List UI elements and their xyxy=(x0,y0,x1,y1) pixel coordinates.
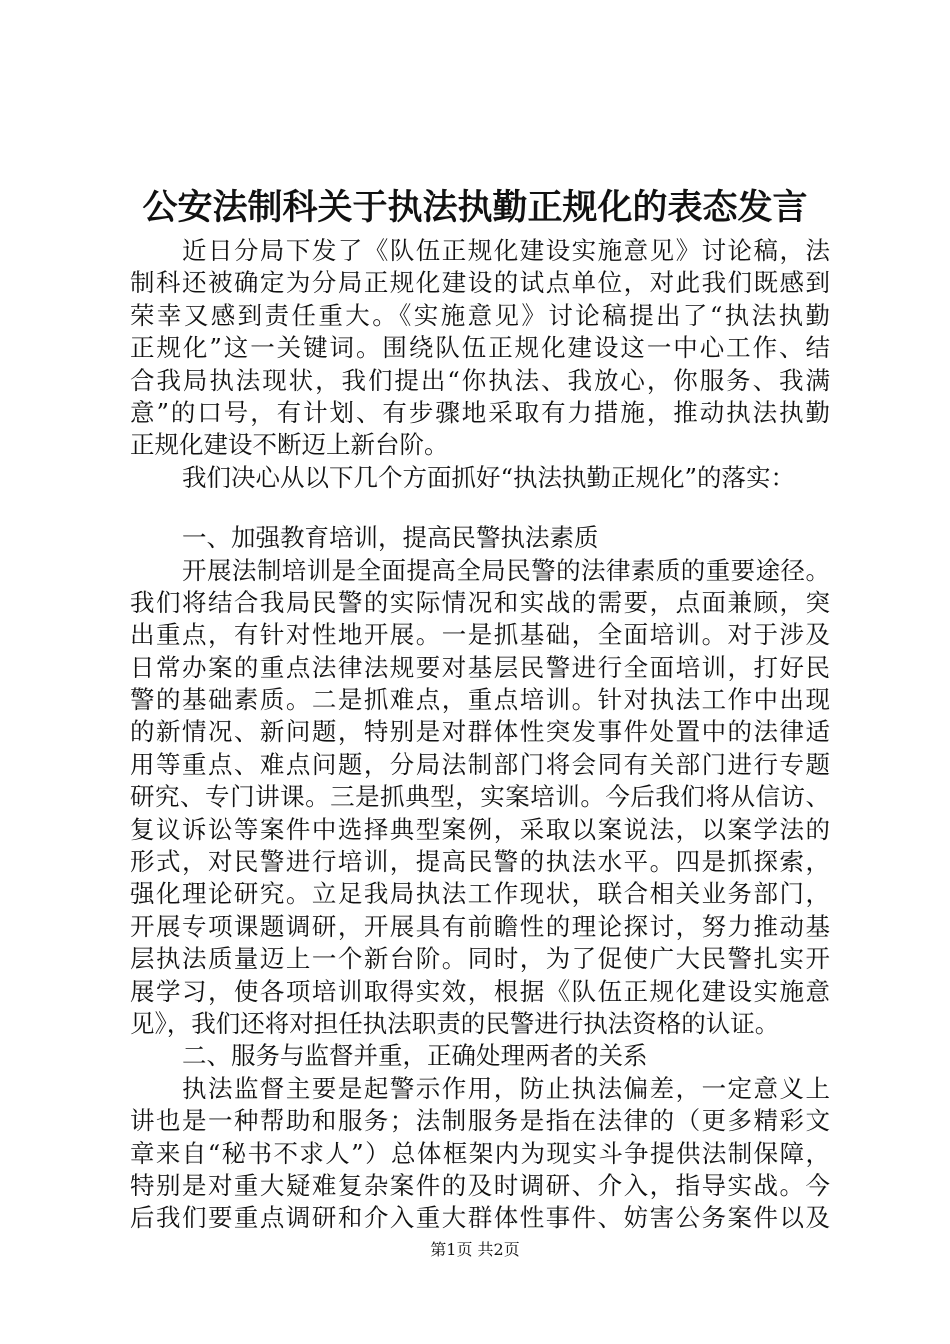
text-line: 后我们要重点调研和介入重大群体性事件、妨害公务案件以及 xyxy=(130,1203,830,1233)
text-line: 荣幸又感到责任重大。《实施意见》讨论稿提出了“执法执勤 xyxy=(130,300,830,330)
text-line: 研究、专门讲课。三是抓典型，实案培训。今后我们将从信访、 xyxy=(130,782,830,812)
text-line: 我们将结合我局民警的实际情况和实战的需要，点面兼顾，突 xyxy=(130,587,830,617)
text-line: 日常办案的重点法律法规要对基层民警进行全面培训，打好民 xyxy=(130,652,830,682)
text-line: 合我局执法现状，我们提出“你执法、我放心，你服务、我满 xyxy=(130,365,830,395)
text-line: 用等重点、难点问题，分局法制部门将会同有关部门进行专题 xyxy=(130,749,830,779)
document-title: 公安法制科关于执法执勤正规化的表态发言 xyxy=(142,187,808,228)
text-line: 讲也是一种帮助和服务；法制服务是指在法律的（更多精彩文 xyxy=(130,1106,830,1136)
text-line: 正规化建设不断迈上新台阶。 xyxy=(130,430,449,460)
text-line: 见》，我们还将对担任执法职责的民警进行执法资格的认证。 xyxy=(130,1008,780,1038)
text-line: 警的基础素质。二是抓难点，重点培训。针对执法工作中出现 xyxy=(130,685,830,715)
text-line: 展学习，使各项培训取得实效，根据《队伍正规化建设实施意 xyxy=(130,976,830,1006)
text-line: 我们决心从以下几个方面抓好“执法执勤正规化”的落实： xyxy=(182,462,796,492)
text-line: 制科还被确定为分局正规化建设的试点单位，对此我们既感到 xyxy=(130,268,830,298)
text-line: 章来自“秘书不求人”）总体框架内为现实斗争提供法制保障， xyxy=(130,1138,830,1168)
text-line: 二、服务与监督并重，正确处理两者的关系 xyxy=(182,1041,648,1071)
text-line: 复议诉讼等案件中选择典型案例，采取以案说法，以案学法的 xyxy=(130,814,830,844)
text-line: 层执法质量迈上一个新台阶。同时，为了促使广大民警扎实开 xyxy=(130,944,830,974)
text-line: 开展法制培训是全面提高全局民警的法律素质的重要途径。 xyxy=(182,555,830,585)
text-line: 近日分局下发了《队伍正规化建设实施意见》讨论稿，法 xyxy=(182,236,830,265)
text-line: 一、加强教育培训，提高民警执法素质 xyxy=(182,523,599,553)
text-line: 形式，对民警进行培训，提高民警的执法水平。四是抓探索， xyxy=(130,847,830,877)
text-line: 意”的口号，有计划、有步骤地采取有力措施，推动执法执勤 xyxy=(130,397,830,427)
text-line: 的新情况、新问题，特别是对群体性突发事件处置中的法律适 xyxy=(130,717,830,747)
blank-line xyxy=(130,494,830,522)
text-line: 正规化”这一关键词。围绕队伍正规化建设这一中心工作、结 xyxy=(130,333,830,363)
page-number: 第1页 共2页 xyxy=(430,1240,520,1259)
text-line: 特别是对重大疑难复杂案件的及时调研、介入，指导实战。今 xyxy=(130,1170,830,1200)
text-line: 执法监督主要是起警示作用，防止执法偏差，一定意义上 xyxy=(182,1073,830,1103)
text-line: 出重点，有针对性地开展。一是抓基础，全面培训。对于涉及 xyxy=(130,620,830,650)
text-line: 开展专项课题调研，开展具有前瞻性的理论探讨，努力推动基 xyxy=(130,911,830,941)
text-line: 强化理论研究。立足我局执法工作现状，联合相关业务部门， xyxy=(130,879,830,909)
document-body xyxy=(130,235,830,1235)
